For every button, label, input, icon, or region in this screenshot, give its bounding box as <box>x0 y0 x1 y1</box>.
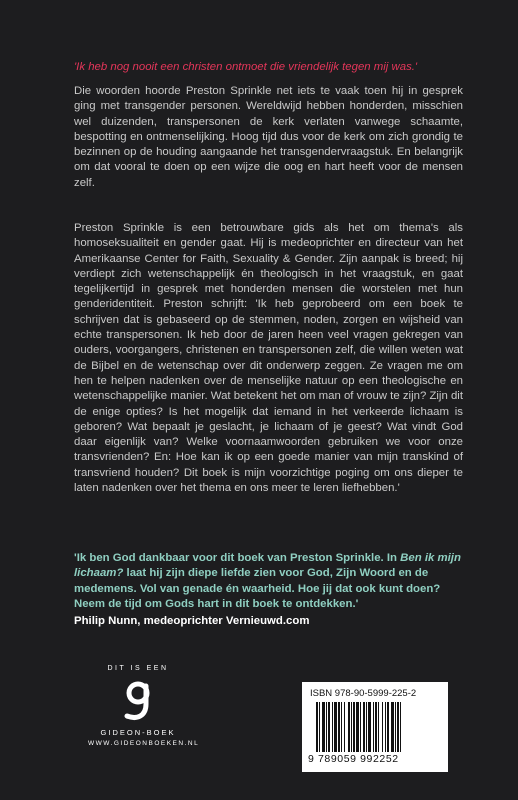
barcode-bar <box>387 702 389 752</box>
barcode-bar <box>368 702 371 752</box>
top-quote: 'Ik heb nog nooit een christen ontmoet die vriendelijk tegen mij was.' <box>74 61 418 73</box>
barcode-bar <box>356 702 359 752</box>
isbn-barcode-box <box>302 682 448 772</box>
gideon-g-logo-icon <box>115 678 161 722</box>
barcode-bar <box>322 702 325 752</box>
barcode-bar <box>334 702 337 752</box>
barcode-bar <box>366 702 367 752</box>
publisher-url: WWW.GIDEONBOEKEN.NL <box>88 740 200 747</box>
publisher-name: GIDEON-BOEK <box>100 728 176 737</box>
publisher-tagline: DIT IS EEN <box>107 665 169 672</box>
barcode-bar <box>382 702 383 752</box>
barcode-bar <box>353 702 355 752</box>
endorsement-quote <box>74 551 464 613</box>
barcode-graphic <box>316 702 434 754</box>
barcode-bar <box>338 702 340 752</box>
barcode-bar <box>326 702 327 752</box>
isbn-label: ISBN 978-90-5999-225-2 <box>310 688 417 699</box>
intro-paragraph: Die woorden hoorde Preston Sprinkle net iets te vaak toen hij in gesprek ging met transgender personen. Wereldwijd hebben honderden, misschien wel duizenden, transpersonen de kerk verlaten vanwege schaamte, bespotting en ontmenselijking. Hoog tijd dus voor de kerk om zich grondig te bezinnen op de houding aangaande het transgendervraagstuk. En belangrijk om dat vooral te doen op een wijze die oog en hart heeft voor de mensen zelf. <box>74 85 463 189</box>
barcode-bar <box>332 702 333 752</box>
barcode-bar <box>360 702 361 752</box>
barcode-bar <box>397 702 399 752</box>
barcode-bar <box>373 702 374 752</box>
barcode-bar <box>319 702 320 752</box>
barcode-bar <box>341 702 342 752</box>
barcode-bar <box>400 702 401 752</box>
isbn-digits: 9 789059 992252 <box>308 753 399 765</box>
barcode-bar <box>348 702 350 752</box>
book-title: Ben ik mijn lichaam? <box>74 552 461 580</box>
publisher-logo-block <box>88 665 200 747</box>
barcode-bar <box>375 702 377 752</box>
barcode-bar <box>344 702 345 752</box>
barcode-bar <box>351 702 352 752</box>
endorsement-author: Philip Nunn, medeoprichter Vernieuwd.com <box>74 615 310 627</box>
barcode-bar <box>378 702 379 752</box>
barcode-bar <box>385 702 386 752</box>
barcode-bar <box>316 702 318 752</box>
barcode-bar <box>363 702 365 752</box>
barcode-bar <box>395 702 396 752</box>
barcode-bar <box>328 702 330 752</box>
endorsement-text-end: laat hij zijn diepe liefde zien voor God, Zijn Woord en de medemens. Vol van genade én waarheid. Hoe jij dat ook kunt doen? Neem de tijd om Gods hart in dit boek te ontdekken.' <box>74 567 441 611</box>
barcode-bar <box>391 702 394 752</box>
author-paragraph: Preston Sprinkle is een betrouwbare gids als het om thema's als homoseksualiteit en gender gaat. Hij is medeoprichter en directeur van het Amerikaanse Center for Faith, Sexuality & Gender. Zijn aanpak is breed; hij verdiept zich wetenschappelijk én theologisch in het vraagstuk, en gaat tegelijkertijd in gesprek met honderden mensen die worstelen met hun genderidentiteit. Preston schrijft: 'Ik heb geprobeerd om een boek te schrijven dat is gebaseerd op de stemmen, noden, zorgen en wijsheid van echte transpersonen. Ik heb door de jaren heen veel vragen gekregen van ouders, voorgangers, christenen en transpersonen zelf, die willen weten wat de Bijbel en de wetenschap over dit onderwerp zeggen. Ze vragen me om hen te helpen nadenken over de menselijke natuur op een theologische en wetenschappelijke manier. Wat betekent het om man of vrouw te zijn? Zijn dit de enige opties? Is het mogelijk dat iemand in het verkeerde lichaam is geboren? Wat bepaalt je geslacht, je lichaam of je geest? Wat vindt God daar eigenlijk van? Welke voornaamwoorden gebruiken we voor onze transvrienden? En: Hoe kan ik op een goede manier van mijn transkind of transvriend houden? Dit boek is mijn voorzichtige poging om ons dieper te laten nadenken over het thema en ons meer te leren liefhebben.' <box>74 222 463 495</box>
endorsement-text-start: 'Ik ben God dankbaar voor dit boek van Preston Sprinkle. In <box>74 552 401 564</box>
